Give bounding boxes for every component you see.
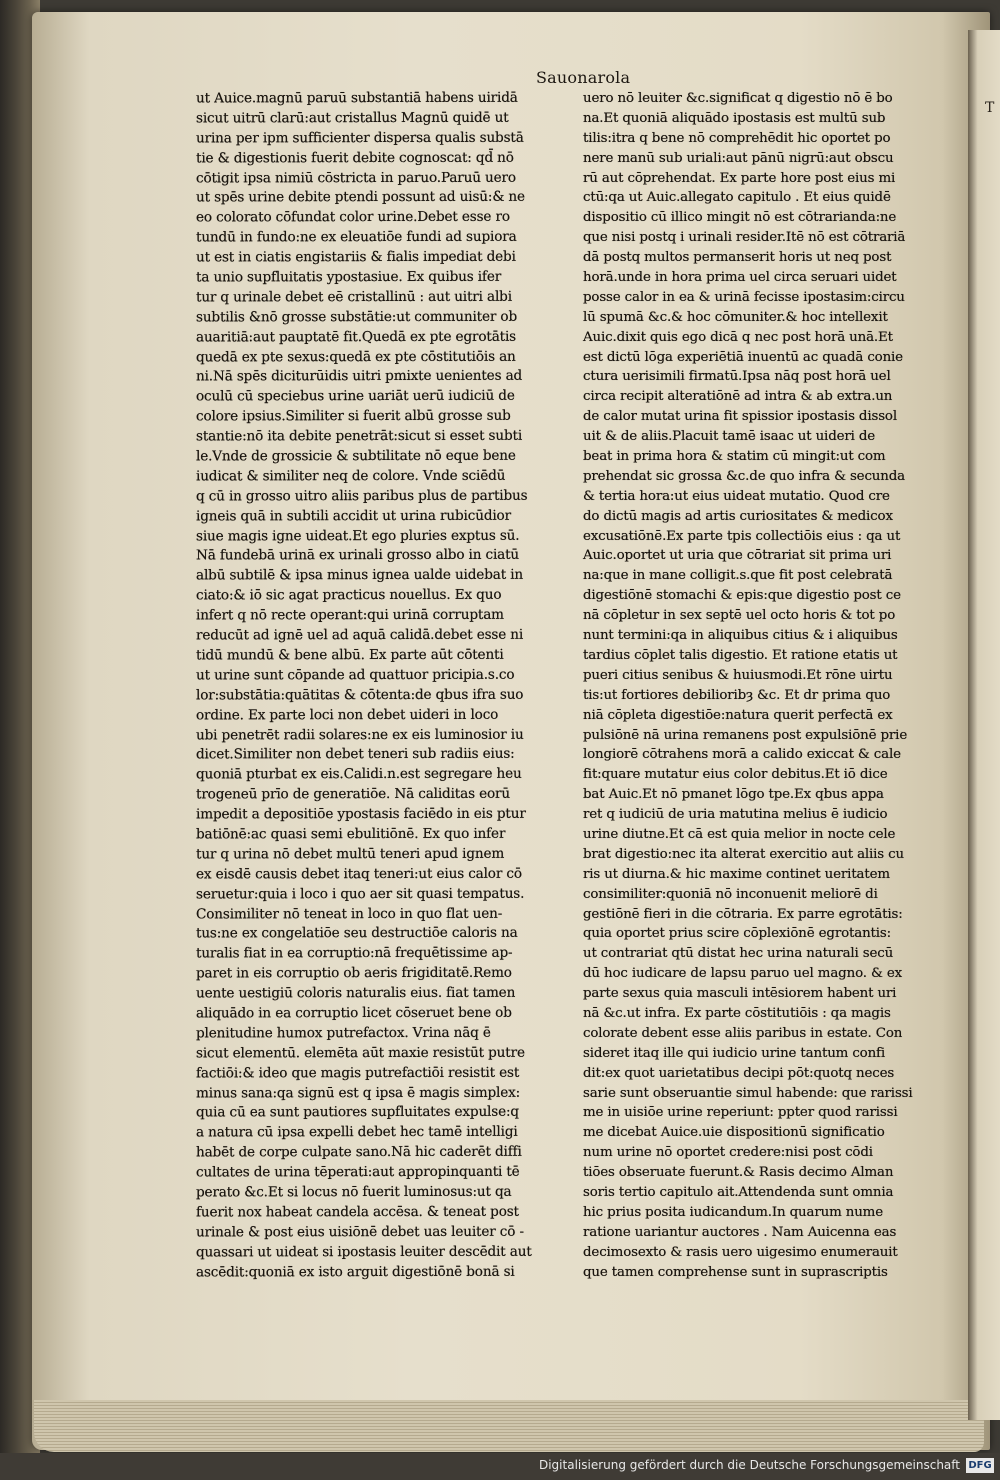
- left-column-line: a natura cū ipsa expelli debet hec tamē intelligi: [196, 1124, 518, 1141]
- left-column-line: reducūt ad ignē uel ad aquā calidā.debet esse ni: [196, 626, 524, 644]
- left-column-line: factiōi:& ideo que magis putrefactiōi resistit est: [196, 1064, 520, 1082]
- left-column-line: tidū mundū & bene albū. Ex parte aūt cōtenti: [196, 646, 504, 664]
- right-column-line: uit & de aliis.Placuit tamē isaac ut uideri de: [583, 429, 876, 445]
- left-column-line: impedit a depositiōe ypostasis faciēdo in eis ptur: [196, 805, 526, 823]
- left-column-line: q cū in grosso uitro aliis paribus plus de partibus: [196, 487, 528, 505]
- right-column-line: ut contrariat qtū distat hec urina naturali secū: [583, 946, 894, 962]
- right-column-line: posse calor in ea & urinā fecisse ipostasim:circu: [583, 289, 905, 305]
- left-column-line: Consimiliter nō teneat in loco in quo flat uen-: [196, 905, 503, 922]
- left-column-line: ta unio supfluitatis ypostasiue. Ex quibus ifer: [196, 268, 502, 286]
- left-column-line: igneis quā in subtili accidit ut urina rubicūdior: [196, 507, 511, 525]
- right-column-line: nere manū sub uriali:aut pānū nigrū:aut obscu: [583, 150, 894, 166]
- right-column-line: prehendat sic grossa &c.de quo infra & secunda: [583, 468, 906, 484]
- right-column-line: digestiōnē stomachi & epis:que digestio post ce: [583, 588, 901, 604]
- left-column-line: tie & digestionis fuerit debite cognoscat: qd̄ nō: [196, 149, 514, 167]
- left-column-line: cōtigit ipsa nimiū cōstricta in paruo.Paruū uero: [196, 169, 516, 186]
- right-text-column: [583, 89, 943, 1282]
- right-column-line: que tamen comprehense sunt in suprascriptis: [583, 1264, 888, 1280]
- left-column-line: auaritiā:aut pauptatē fit.Quedā ex pte egrotātis: [196, 328, 516, 346]
- left-column-line: seruetur:quia i loco i quo aer sit quasi tempatus.: [196, 885, 525, 903]
- left-column-line: lor:substātia:quātitas & cōtenta:de qbus ifra suo: [196, 686, 524, 704]
- right-column-line: de calor mutat urina fit spissior ipostasis dissol: [583, 409, 897, 425]
- right-column-line: longiorē cōtrahens morā a calido exiccat & cale: [583, 747, 901, 763]
- left-column-line: ex eisdē causis debet itaq teneri:ut eius calor cō: [196, 865, 522, 883]
- left-column-line: habēt de corpe culpate sano.Nā hic caderēt diffi: [196, 1143, 522, 1161]
- right-column-line: rū aut cōprehendat. Ex parte hore post eius mi: [583, 170, 896, 186]
- right-column-line: consimiliter:quoniā nō inconuenit meliorē di: [583, 886, 878, 902]
- left-column-line: ut spēs urine debite ptendi possunt ad uisū:& ne: [196, 189, 525, 206]
- left-column-line: quassari ut uideat si ipostasis leuiter descēdit aut: [196, 1243, 532, 1261]
- left-text-column: [196, 89, 586, 1283]
- right-column-line: dispositio cū illico mingit nō est cōtrarianda:ne: [583, 210, 897, 226]
- facing-page-strip: [968, 30, 1000, 1420]
- right-column-line: me dicebat Auice.uie dispositionū significatio: [583, 1125, 885, 1141]
- left-column-line: tur q urinale debet eē cristallinū : aut uitri albi: [196, 288, 512, 306]
- facing-page-fragment: T: [985, 100, 995, 116]
- left-column-line: ut Auice.magnū paruū substantiā habens uiridā: [196, 89, 518, 107]
- right-column-line: dā postq multos permanserit horis ut neq post: [583, 250, 892, 266]
- left-column-line: urina per ipm sufficienter dispersa qualis substā: [196, 129, 524, 147]
- right-column-line: Auic.oportet ut uria que cōtrariat sit prima uri: [583, 548, 892, 564]
- right-column-line: bat Auic.Et nō pmanet lōgo tpe.Ex qbus appa: [583, 787, 884, 803]
- left-column-line: sicut uitrū clarū:aut cristallus Magnū quidē ut: [196, 109, 509, 127]
- left-column-line: subtilis &nō grosse substātie:ut communiter ob: [196, 308, 517, 326]
- right-column-line: lū spumā &c.& hoc cōmuniter.& hoc intellexit: [583, 309, 888, 325]
- dfg-logo-icon: DFG: [966, 1458, 994, 1473]
- right-column-line: dū hoc iudicare de lapsu paruo uel magno. & ex: [583, 966, 903, 982]
- right-column-line: circa recipit alteratiōnē ad intra & ab extra.un: [583, 389, 893, 405]
- running-head: Sauonarola: [536, 68, 631, 87]
- right-column-line: colorate debent esse aliis paribus in estate. Con: [583, 1025, 903, 1041]
- right-column-line: horā.unde in hora prima uel circa seruari uidet: [583, 270, 897, 286]
- right-column-line: na.Et quoniā aliquādo ipostasis est multū sub: [583, 110, 886, 126]
- right-column-line: ret q iudiciū de uria matutina melius ē iudicio: [583, 807, 888, 823]
- left-column-line: trogeneū prīo de generatiōe. Nā caliditas eorū: [196, 785, 510, 803]
- left-column-line: cultates de urina tēperati:aut appropinquanti tē: [196, 1163, 520, 1181]
- left-column-line: plenitudine humox putrefactox. Vrina nāq ē: [196, 1024, 491, 1042]
- right-column-line: Auic.dixit quis ego dicā q nec post horā unā.Et: [583, 329, 893, 345]
- right-column-line: tiōes obseruate fuerunt.& Rasis decimo Alman: [583, 1165, 894, 1181]
- right-column-line: na:que in mane colligit.s.que fit post celebratā: [583, 568, 893, 584]
- left-column-line: turalis fiat in ea corruptio:nā frequētissime ap-: [196, 945, 513, 962]
- right-column-line: nā cōpletur in sex septē uel octo horis & tot po: [583, 608, 896, 624]
- right-column-line: soris tertio capitulo ait.Attendenda sunt omnia: [583, 1184, 894, 1200]
- right-column-line: beat in prima hora & statim cū mingit:ut com: [583, 449, 886, 465]
- left-column-line: sicut elementū. elemēta aūt maxie resistūt putre: [196, 1044, 525, 1062]
- right-column-line: me in uisiōe urine reperiunt: ppter quod rarissi: [583, 1105, 898, 1121]
- right-column-line: ctū:qa ut Auic.allegato capitulo . Et eius quidē: [583, 190, 891, 206]
- left-column-line: albū subtilē & ipsa minus ignea ualde uidebat in: [196, 567, 523, 584]
- right-column-line: niā cōpleta digestiōe:natura querit perfectā ex: [583, 707, 893, 723]
- right-column-line: hic prius posita iudicandum.In quarum nume: [583, 1204, 883, 1220]
- left-column-line: ubi penetrēt radii solares:ne ex eis luminosior iu: [196, 726, 524, 743]
- right-column-line: nā &c.ut infra. Ex parte cōstitutiōis : qa magis: [583, 1005, 891, 1021]
- left-column-line: tus:ne ex congelatiōe seu destructiōe caloris na: [196, 925, 518, 942]
- right-column-line: que nisi postq i urinali resider.Itē nō est cōtrariā: [583, 230, 906, 246]
- left-column-line: minus sana:qa signū est q ipsa ē magis simplex:: [196, 1084, 521, 1101]
- right-column-line: pulsiōnē nā urina remanens post expulsiōnē prie: [583, 727, 908, 743]
- left-column-line: ciato:& iō sic agat practicus nouellus. Ex quo: [196, 587, 502, 604]
- left-column-line: urinale & post eius uisiōnē debet uas leuiter cō -: [196, 1223, 524, 1241]
- left-column-line: stantie:nō ita debite penetrāt:sicut si esset subti: [196, 427, 523, 445]
- right-column-line: tis:ut fortiores debilioribȝ &c. Et dr prima quo: [583, 687, 891, 703]
- right-column-line: tardius cōplet talis digestio. Et ratione etatis ut: [583, 647, 898, 663]
- right-column-line: do dictū magis ad artis curiositates & medicox: [583, 508, 893, 524]
- right-column-line: quia oportet prius scire cōplexiōnē egrotantis:: [583, 926, 891, 942]
- right-column-line: num urine nō oportet credere:nisi post cōdi: [583, 1145, 873, 1161]
- right-column-line: dit:ex quot uarietatibus decipi pōt:quotq neces: [583, 1065, 895, 1081]
- right-column-line: est dictū lōga experiētiā inuentū ac quadā conie: [583, 349, 903, 365]
- left-column-line: eo colorato cōfundat color urine.Debet esse ro: [196, 209, 510, 226]
- left-column-line: colore ipsius.Similiter si fuerit albū grosse sub: [196, 407, 511, 425]
- right-column-line: pueri citius senibus & huiusmodi.Et rōne uirtu: [583, 667, 893, 683]
- left-column-line: Nā fundebā urinā ex urinali grosso albo in ciatū: [196, 547, 520, 564]
- left-column-line: paret in eis corruptio ob aeris frigiditatē.Remo: [196, 964, 512, 982]
- right-column-line: nunt termini:qa in aliquibus citius & i aliquibus: [583, 628, 898, 644]
- right-column-line: & tertia hora:ut eius uideat mutatio. Quod cre: [583, 488, 890, 504]
- right-column-line: brat digestio:nec ita alterat exercitio aut aliis cu: [583, 846, 904, 862]
- left-column-line: infert q nō recte operant:qui urinā corruptam: [196, 606, 504, 624]
- right-column-line: ratione uariantur auctores . Nam Auicenna eas: [583, 1224, 897, 1240]
- left-column-line: ordine. Ex parte loci non debet uideri in loco: [196, 706, 499, 724]
- left-column-line: quoniā pturbat ex eis.Calidi.n.est segregare heu: [196, 766, 522, 783]
- right-column-line: decimosexto & rasis uero uigesimo enumerauit: [583, 1244, 898, 1260]
- page-stack-edge: [34, 1400, 984, 1452]
- right-column-line: tilis:itra q bene nō comprehēdit hic oportet po: [583, 130, 891, 146]
- right-column-line: gestiōnē fieri in die cōtraria. Ex parre egrotātis:: [583, 906, 903, 922]
- right-column-line: uero nō leuiter &c.significat q digestio nō ē bo: [583, 91, 893, 106]
- right-column-line: ctura uerisimili firmatū.Ipsa nāq post horā uel: [583, 369, 891, 385]
- left-column-line: ascēdit:quoniā ex isto arguit digestiōnē bonā si: [196, 1263, 515, 1280]
- footer-bar: [0, 1453, 1000, 1480]
- right-column-line: urine diutne.Et cā est quia melior in nocte cele: [583, 826, 896, 842]
- funding-notice: Digitalisierung gefördert durch die Deutsche Forschungsgemeinschaft: [538, 1458, 960, 1472]
- right-column-line: parte sexus quia masculi intēsiorem habent uri: [583, 986, 897, 1002]
- left-column-line: quia cū ea sunt pautiores supfluitates expulse:q: [196, 1104, 519, 1121]
- left-column-line: quedā ex pte sexus:quedā ex pte cōstitutiōis an: [196, 348, 516, 365]
- right-column-line: fit:quare mutatur eius color debitus.Et iō dice: [583, 767, 888, 783]
- left-column-line: perato &c.Et si locus nō fuerit luminosus:ut qa: [196, 1183, 512, 1201]
- left-column-line: tur q urina nō debet multū teneri apud ignem: [196, 845, 505, 863]
- left-column-line: oculū cū speciebus urine uariāt uerū iudiciū de: [196, 388, 515, 405]
- right-column-line: ris ut diurna.& hic maxime continet ueritatem: [583, 866, 890, 882]
- left-column-line: aliquādo in ea corruptio licet cōseruet bene ob: [196, 1004, 512, 1022]
- right-column-line: sarie sunt obseruantie simul habende: que rarissi: [583, 1085, 913, 1101]
- right-column-line: excusatiōnē.Ex parte tpis collectiōis eius : qa ut: [583, 528, 901, 544]
- left-column-line: batiōnē:ac quasi semi ebulitiōnē. Ex quo infer: [196, 825, 506, 843]
- left-column-line: dicet.Similiter non debet teneri sub radiis eius:: [196, 746, 515, 763]
- right-column-line: sideret itaq ille qui iudicio urine tantum confi: [583, 1045, 886, 1061]
- left-column-line: ut urine sunt cōpande ad quattuor pricipia.s.co: [196, 666, 515, 684]
- left-column-line: iudicat & similiter neq de colore. Vnde sciēdū: [196, 467, 506, 485]
- left-column-line: siue magis igne uideat.Et ego pluries exptus sū.: [196, 527, 520, 545]
- left-column-line: ut est in ciatis engistariis & fialis impediat debi: [196, 248, 516, 266]
- left-column-line: fuerit nox habeat candela accēsa. & teneat post: [196, 1203, 519, 1221]
- left-column-line: le.Vnde de grossicie & subtilitate nō eque bene: [196, 447, 516, 465]
- left-column-line: uente uestigiū coloris naturalis eius. fiat tamen: [196, 984, 516, 1002]
- left-column-line: ni.Nā spēs diciturūidis uitri pmixte uenientes ad: [196, 368, 523, 385]
- left-column-line: tundū in fundo:ne ex eleuatiōe fundi ad supiora: [196, 228, 517, 246]
